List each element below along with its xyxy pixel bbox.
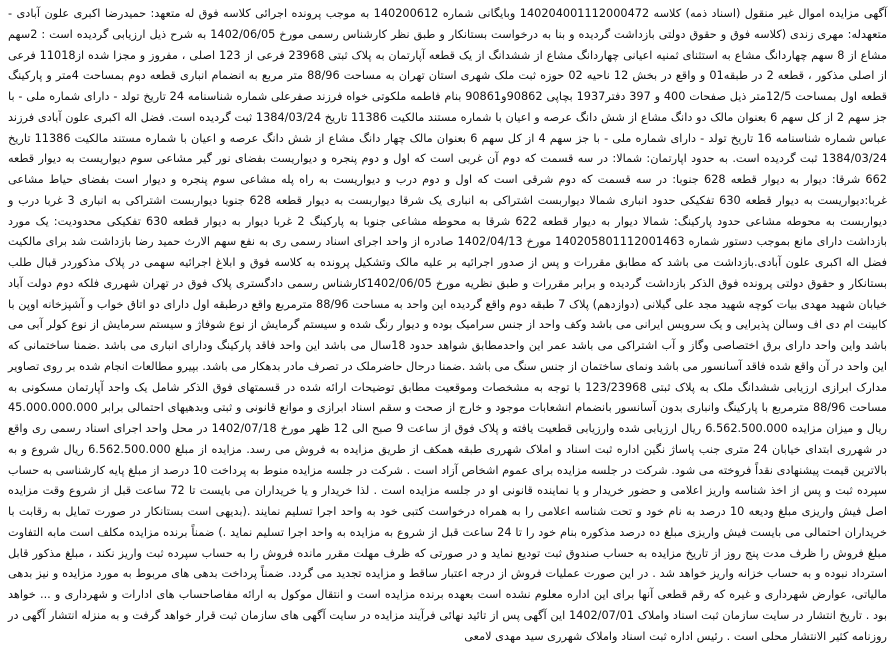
auction-notice-text: آگهی مزایده اموال غیر منقول (اسناد ذمه) کلاسه 140204001112000472 وبایگانی شماره 140200612 به موجب پرونده اجرائی کلاسه فوق له متعهد: حمیدرضا اکبری علون آبادی - متعهدله: مهری زندی (کلاسه فوق و حقوق دولتی بازداشت گردیده و بنا به درخواست بستانکار و طبق نظر کارشناس رسمی مورخ 1402/06/05 به شرح ذیل ارزیابی گردیده است : 2سهم مشاع از 8 سهم چهاردانگ مشاع به استثنای ثمنیه اعیانی چهاردانگ مشاع از ششدانگ از یک قطعه آپارتمان به پلاک ثبتی 23968 فرعی از 123 اصلی ، مفروز و مجزا شده از11018 فرعی از اصلی مذکور ، قطعه 2 در طبقه01 و واقع در بخش 12 ناحیه 02 حوزه ثبت ملک شهری استان تهران به مساحت 88/96 متر مربع به انضمام انباری قطعه دوم بمساحت 4متر و پارکینگ قطعه اول بمساحت 12/5متر ذیل صفحات 400 و 397 دفتر1937 بچاپی 90862و90861 بنام فاطمه ملکوتی خواه فرزند صفرعلی شماره شناسنامه 24 تاریخ تولد - دارای شماره ملی - با جز سهم 2 از کل سهم 6 بعنوان مالک دو دانگ مشاع از شش دانگ عرصه و اعیان با شماره مستند مالکیت 11386 تاریخ 1384/03/24 ثبت گردیده است. فضل اله اکبری علون آبادی فرزند عباس شماره شناسنامه 16 تاریخ تولد - دارای شماره ملی - با جز سهم 4 از کل سهم 6 بعنوان مالک چهار دانگ مشاع از شش دانگ عرصه و اعیان با شماره مستند مالکیت 11386 تاریخ 1384/03/24 ثبت گردیده است. به حدود اپارتمان: شمالا: در سه قسمت که دوم آن غربی است که اول و دوم پنجره و دیواریست بفضای نور گیر مشاعی سوم دیواریست به دیوار قطعه 662 شرقا: دیوار به دیوار قطعه 628 جنوبا: در سه قسمت که دوم شرقی است که اول و دوم درب و دیواریست به راه پله مشاعی سوم پنجره و دیوار است بفضای حیاط مشاعی غربا:دیواریست به دیوار قطعه 630 تفکیکی حدود انباری شمالا دیواربست اشتراکی به انباری یک شرقا دیواربست به دیوار قطعه 628 جنوبا دیواربست اشتراکی به انباری 3 غربا درب و دیواربست به محوطه مشاعی حدود پارکینگ: شمالا دیوار به دیوار قطعه 622 شرقا به محوطه مشاعی جنوبا به پارکینگ 2 غربا دیوار به دیوار قطعه 630 تفکیکی محدودیت: یک مورد بازداشت دارای مانع بموجب دستور شماره 140205801112001463 مورخ 1402/04/13 صادره از واحد اجرای اسناد رسمی ری به نفع سهم الارث حمید رضا بازداشت شد برای مالکیت فضل اله اکبری علون آبادی.بازداشت می باشد که مطابق مقررات و پس از صدور اجرائیه بر علیه مالک وتشکیل پرونده به کلاسه فوق و ابلاغ اجرائیه سهمی در پلاک مذکوردر قبال طلب بستانکار و حقوق دولتی پرونده فوق الذکر بازداشت گردیده و برابر مقررات و طبق نظریه مورخ 1402/06/05کارشناس رسمی دادگستری پلاک فوق در تهران شهرری فلکه دوم دولت آباد خیابان شهید مهدی بیات کوچه شهید مجد علی گیلانی (دوازدهم) پلاک 7 طبقه دوم واقع گردیده این واحد به مساحت 88/96 مترمربع واقع درطبقه اول دارای دو اتاق خواب و آشپزخانه اوپن با کابینت ام دی اف وسالن پذیرایی و یک سرویس ایرانی می باشد وکف واحد از جنس سرامیک بوده و دیوار رنگ شده و سیستم گرمایش از نوع شوفاژ و سیستم سرمایش از نوع کولر آبی می باشد واین واحد دارای برق اختصاصی وگاز و آب اشتراکی می باشد عمر این واحدمطابق شواهد حدود 18سال می باشد این واحد فاقد پارکینگ ودارای انباری می باشد .ضمنا ساختمانی که این واحد در آن واقع شده فاقد آسانسور می باشد ونمای ساختمان از جنس سنگ می باشد .ضمنا درحال حاضرملک در تصرف مادر بدهکار می باشد. بپیرو مطالعات انجام شده بر روی تصاویر مدارک ابرازی ارزیابی ششدانگ ملک به پلاک ثبتی 123/23968 با توجه به مشخصات وموقعیت مطابق توضیحات ارائه شده در قسمتهای فوق الذکر شامل یک واحد آپارتمان مسکونی به مساحت 88/96 مترمربع با پارکینگ وانباری بدون آسانسور بانضمام انشعابات موجود و خارج از صحت و سقم اسناد ابرازی و موانع قانونی و ثبتی وبدهیهای احتمالی برابر 45.000.000.000 ریال و میزان مزایده 6.562.500.000 ریال ارزیابی شده وارزیابی قطعیت یافته و پلاک فوق از ساعت 9 صبح الی 12 ظهر مورخ 1402/07/18 در محل واحد اجرای اسناد رسمی ری واقع در شهرری ابتدای خیابان 24 متری جنب پاساژ نگین اداره ثبت اسناد و املاک شهرری طبقه همکف از طریق مزایده به فروش می رسد. مزایده از مبلغ 6.562.500.000 ریال شروع و به بالاترین قیمت پیشنهادی نقداً فروخته می شود. شرکت در جلسه مزایده برای عموم اشخاص آزاد است . شرکت در جلسه مزایده منوط به پرداخت 10 درصد از مبلغ پایه کارشناسی به حساب سپرده ثبت و پس از اخذ شناسه واریز اعلامی و حضور خریدار و یا نماینده قانونی او در جلسه مزایده است . لذا خریدار و یا خریداران می بایست تا 72 ساعت قبل از شروع وقت مزایده اصل فیش واریزی مبلغ ودیعه 10 درصد به نام خود و تحت شناسه اعلامی را به همراه درخواست کتبی خود به واحد اجرا تسلیم نمایند .(بدیهی است بستانکار در صورت تمایل به رقابت با خریداران احتمالی می بایست فیش واریزی مبلغ ده درصد مذکوره بنام خود را تا 24 ساعت قبل از شروع به مزایده به واحد اجرا تسلیم نماید .) ضمناً برنده مزایده مکلف است مابه التفاوت مبلغ فروش را ظرف مدت پنج روز از تاریخ مزایده به حساب صندوق ثبت تودیع نماید و در صورتی که ظرف مهلت مقرر مانده فروش را به حساب سپرده ثبت واریز نکند ، مبلغ مذکور قابل استرداد نبوده و به حساب خزانه واریز خواهد شد . در این صورت عملیات فروش از درجه اعتبار ساقط و مزایده تجدید می گردد. ضمناً پرداخت بدهی های مربوط به مورد مزایده و نیز بدهی مالیاتی، عوارض شهرداری و غیره که رقم قطعی آنها برای این اداره معلوم نشده است بعهده برنده مزایده است و انتقال موکول به ارائه مفاصاحساب های ادارات و شهرداری و ... خواهد بود . تاریخ انتشار در سایت سازمان ثبت اسناد واملاک 1402/07/01 این آگهی پس از تائید نهائی فرآیند مزایده در سایت آگهی های سازمان ثبت قرار خواهد گرفت و به منزله انتشار آگهی در روزنامه کثیر الانتشار محلی است . رئیس اداره ثبت اسناد واملاک شهرری سید مهدی لامعی [8, 7, 888, 643]
